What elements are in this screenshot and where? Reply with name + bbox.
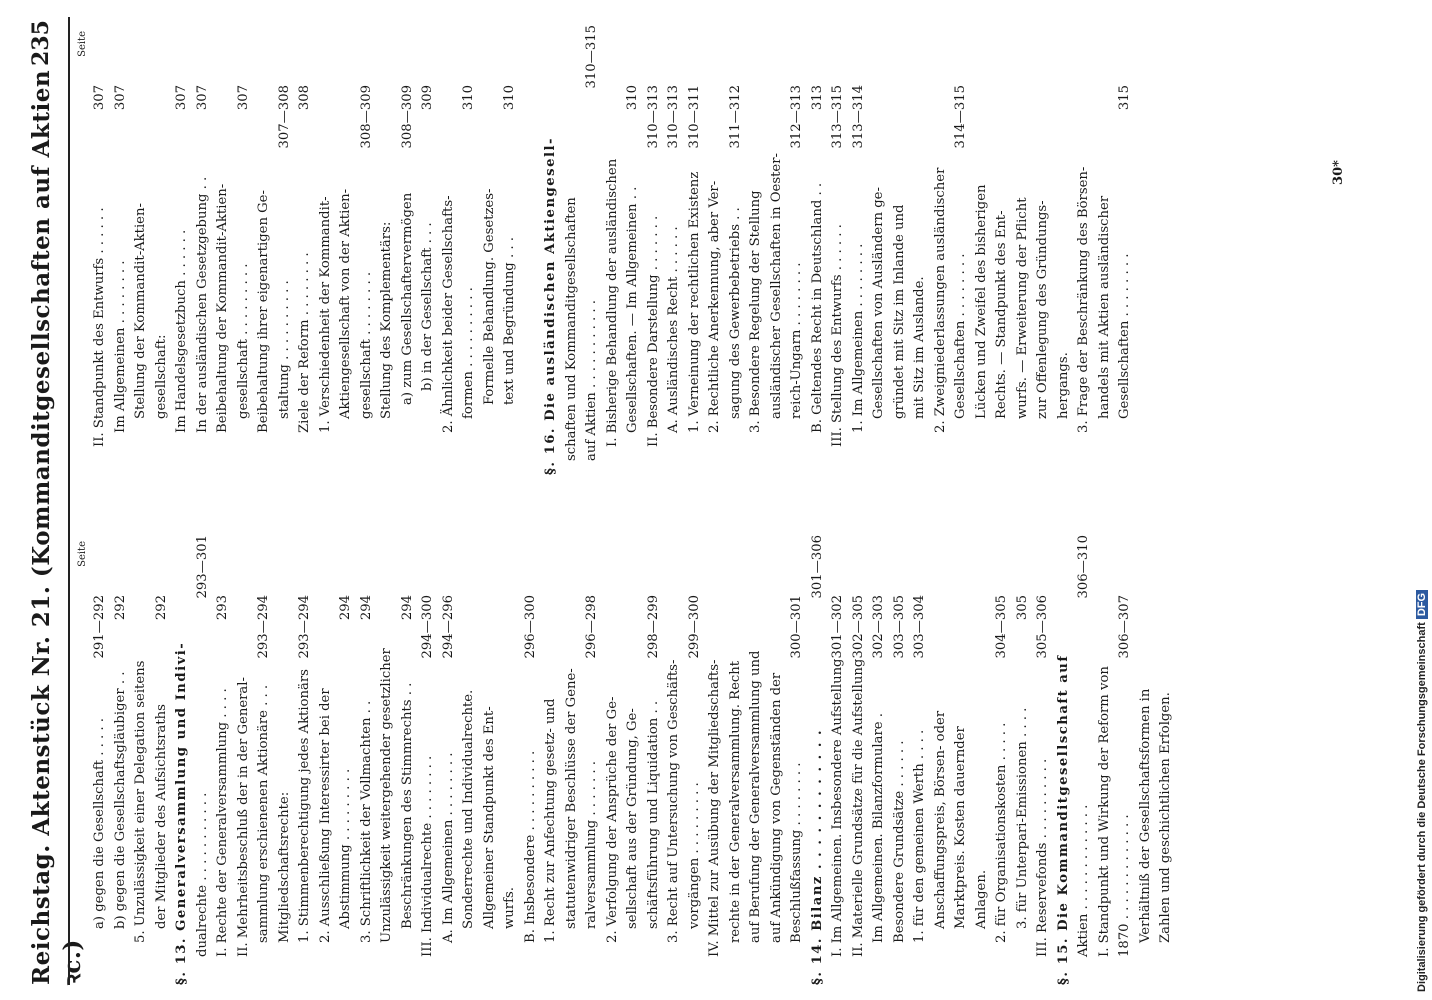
toc-entry xyxy=(849,535,870,985)
toc-entry xyxy=(234,535,255,985)
toc-entry xyxy=(1074,535,1095,985)
toc-entry-text: Gesellschaften von Ausländern ge- xyxy=(871,187,886,419)
toc-entry-text: vorgängen . . . . . . . . . xyxy=(686,782,702,929)
toc-entry-text: Aktien . . . . . . . . . . . . . xyxy=(1076,804,1091,957)
toc-entry xyxy=(828,25,849,475)
toc-entry-text: In der ausländischen Gesetzgebung . . xyxy=(194,176,210,433)
toc-entry xyxy=(664,535,685,985)
toc-entry-text: §. 16. Die ausländischen Aktiengesell- xyxy=(543,137,558,475)
toc-entry-page: 301—302 xyxy=(830,595,845,659)
toc-entry xyxy=(500,535,521,985)
toc-entry-text: II. Besondere Darstellung . . . . . . . xyxy=(645,215,661,447)
toc-entry xyxy=(398,535,419,985)
toc-entry xyxy=(808,535,829,985)
toc-entry xyxy=(459,535,480,985)
toc-entry-text: Lücken und Zweifel des bisherigen xyxy=(973,184,989,419)
toc-entry-text: Rechts. — Standpunkt des Ent- xyxy=(994,210,1009,419)
sidebar-caption: Digitalisierung gefördert durch die Deutsche Forschungsgemeinschaft xyxy=(1416,622,1428,992)
toc-entry-page: 307 xyxy=(194,85,210,111)
toc-entry xyxy=(828,535,849,985)
toc-entry xyxy=(500,25,521,475)
toc-entry-text: B. Insbesondere . . . . . . . . . . xyxy=(522,750,538,943)
toc-entry-text: Beibehaltung der Kommandit-Aktien- xyxy=(215,183,230,433)
toc-entry-text: formen . . . . . . . . . . xyxy=(461,287,476,419)
toc-entry xyxy=(910,535,931,985)
toc-entry-page: 313—314 xyxy=(850,85,866,149)
toc-entry-text: Ziele der Reform . . . . . . . . xyxy=(297,252,312,433)
running-title: Reichstag. Aktenstück Nr. 21. (Kommanditgesellschaften auf Aktien ꝛc.) xyxy=(28,69,86,985)
toc-entry xyxy=(890,25,911,475)
toc-entry-text: 3. Besondere Regelung der Stellung xyxy=(748,190,763,433)
toc-entry-page: 300—301 xyxy=(789,595,804,659)
seite-label: Seite xyxy=(77,541,88,567)
toc-entry xyxy=(931,25,952,475)
toc-entry xyxy=(767,535,788,985)
toc-entry xyxy=(357,25,378,475)
toc-entry xyxy=(685,535,706,985)
toc-entry xyxy=(992,25,1013,475)
toc-entry xyxy=(562,25,583,475)
toc-entry-text: Beibehaltung ihrer eigenartigen Ge- xyxy=(256,190,271,433)
toc-entry-text: auf Berufung der Generalversammlung und xyxy=(748,650,763,943)
toc-entry xyxy=(849,25,870,475)
toc-entry-text: zur Offenlegung des Gründungs- xyxy=(1035,200,1050,419)
toc-entry xyxy=(951,25,972,475)
toc-entry xyxy=(172,25,193,475)
toc-entry-text: Formelle Behandlung. Gesetzes- xyxy=(481,188,497,405)
toc-entry xyxy=(213,535,234,985)
toc-entry-text: Im Handelsgesetzbuch . . . . . . xyxy=(174,229,189,433)
toc-entry-text: III. Individualrechte . . . . . . . . xyxy=(420,755,435,957)
toc-entry xyxy=(726,535,747,985)
toc-entry-text: sagung des Gewerbebetriebs . . xyxy=(727,207,743,419)
toc-entry xyxy=(972,535,993,985)
toc-entry xyxy=(726,25,747,475)
toc-entry xyxy=(316,25,337,475)
toc-entry-text: Aktiengesellschaft von der Aktien- xyxy=(338,188,353,419)
toc-entry xyxy=(746,535,767,985)
toc-entry xyxy=(439,535,460,985)
toc-entry-page: 311—312 xyxy=(727,85,743,149)
toc-entry-text: Stellung der Kommandit-Aktien- xyxy=(133,203,148,419)
toc-entry xyxy=(480,535,501,985)
toc-entry-page: 314—315 xyxy=(953,85,968,149)
page-number: 235 xyxy=(28,20,54,66)
toc-entry-text: a) gegen die Gesellschaft . . . . . xyxy=(92,718,107,929)
toc-entry-page: 304—305 xyxy=(994,595,1009,659)
toc-entry-text: A. Im Allgemeinen . . . . . . . . xyxy=(440,752,456,943)
toc-entry-text: ralversammlung . . . . . . . xyxy=(584,761,599,929)
toc-entry xyxy=(131,535,152,985)
toc-entry-page: 308—309 xyxy=(399,85,415,149)
toc-section-page: 306—310 xyxy=(1076,535,1091,599)
toc-entry-text: II. Mehrheitsbeschluß der in der General- xyxy=(235,677,251,957)
toc-entry-page: 293 xyxy=(215,595,230,621)
toc-entry-text: 2. Verfolgung der Ansprüche der Ge- xyxy=(604,696,620,943)
toc-entry xyxy=(582,25,603,475)
toc-entry-page: 291—292 xyxy=(92,595,107,659)
toc-entry-page: 305 xyxy=(1014,595,1030,621)
toc-entry-text: 3. Schriftlichkeit der Vollmachten . . xyxy=(358,700,374,943)
toc-entry-page: 294—296 xyxy=(440,595,456,659)
toc-entry xyxy=(398,25,419,475)
seite-label: Seite xyxy=(77,31,88,57)
toc-entry-text: Beschlußfassung . . . . . . . . xyxy=(789,762,804,943)
toc-entry-page: 292 xyxy=(112,595,128,621)
toc-entry-text: 2. Ähnlichkeit beider Gesellschafts- xyxy=(440,195,456,433)
toc-entry xyxy=(992,535,1013,985)
toc-entry xyxy=(951,535,972,985)
toc-entry-page: 315 xyxy=(1117,85,1132,111)
toc-entry-text: I. Im Allgemeinen. Insbesondere Aufstellung xyxy=(830,658,845,957)
toc-entry-page: 309 xyxy=(420,85,435,111)
toc-entry xyxy=(931,535,952,985)
toc-entry xyxy=(336,535,357,985)
toc-entry xyxy=(1115,535,1136,985)
toc-entry-text: Gesellschaften . . . . . . . . xyxy=(953,253,968,419)
toc-entry-text: staltung . . . . . . . . . . xyxy=(276,280,292,419)
toc-entry-text: 1870 . . . . . . . . . . . . . xyxy=(1117,814,1132,957)
toc-entry-text: ausländischer Gesellschaften in Oester- xyxy=(768,153,784,419)
toc-entry xyxy=(1013,25,1034,475)
toc-entry-text: 3. Recht auf Untersuchung von Geschäfts- xyxy=(666,659,681,943)
toc-entry-text: 3. für Unterpari-Emissionen . . . . xyxy=(1014,707,1030,929)
toc-entry-page: 294 xyxy=(399,595,415,621)
toc-entry-page: 296—298 xyxy=(584,595,599,659)
toc-entry-page: 308 xyxy=(297,85,312,111)
toc-entry-text: Zahlen und geschichtlichen Erfolgen. xyxy=(1158,692,1173,943)
toc-entry xyxy=(193,25,214,475)
toc-entry-text: III. Stellung des Entwurfs . . . . . . xyxy=(830,224,845,447)
toc-entry-text: auf Aktien . . . . . . . . . . . xyxy=(584,300,599,461)
signature-mark: 30* xyxy=(1330,160,1346,185)
toc-entry-page: 313 xyxy=(809,85,825,111)
toc-entry-text: IV. Mittel zur Ausübung der Mitgliedschafts- xyxy=(707,659,722,957)
toc-entry-text: gesellschaft: xyxy=(153,334,169,419)
toc-entry xyxy=(869,25,890,475)
toc-entry-text: §. 15. Die Kommanditgesellschaft auf xyxy=(1055,654,1071,985)
toc-entry-page: 296—300 xyxy=(522,595,538,659)
toc-entry-text: mit Sitz im Auslande. xyxy=(912,276,927,419)
toc-entry-text: 2. Ausschließung Interessirter bei der xyxy=(317,688,333,943)
toc-entry-page: 292 xyxy=(153,595,169,621)
toc-entry-page: 307 xyxy=(235,85,251,111)
toc-entry xyxy=(685,25,706,475)
toc-entry-text: gründet mit Sitz im Inlande und xyxy=(891,204,907,419)
sidebar-text xyxy=(1416,590,1428,992)
toc-entry-page: 293—294 xyxy=(297,595,312,659)
toc-entry xyxy=(644,25,665,475)
toc-entry-text: Gesellschaften . . . . . . . . xyxy=(1117,253,1132,419)
toc-entry-page: 310 xyxy=(461,85,476,111)
toc-entry-page: 307—308 xyxy=(276,85,292,149)
toc-section-page: 301—306 xyxy=(809,535,825,599)
toc-entry xyxy=(295,535,316,985)
toc-entry xyxy=(90,25,111,475)
toc-entry-text: 1. Stimmenberechtigung jedes Aktionärs xyxy=(297,669,312,943)
toc-entry-text: rechte in der Generalversammlung. Recht xyxy=(727,660,743,943)
toc-entry xyxy=(152,535,173,985)
toc-entry xyxy=(644,535,665,985)
toc-entry-text: 1. Verneinung der rechtlichen Existenz xyxy=(686,171,702,433)
toc-entry xyxy=(459,25,480,475)
toc-entry-page: 306—307 xyxy=(1117,595,1132,659)
toc-entry xyxy=(603,25,624,475)
toc-entry xyxy=(90,535,111,985)
toc-entry xyxy=(623,25,644,475)
toc-entry-page: 305—306 xyxy=(1035,595,1050,659)
toc-entry xyxy=(111,25,132,475)
toc-entry xyxy=(480,25,501,475)
toc-entry xyxy=(1115,25,1136,475)
toc-entry-text: III. Reservefonds . . . . . . . . . . xyxy=(1035,758,1050,957)
toc-entry xyxy=(910,25,931,475)
toc-entry xyxy=(1156,535,1177,985)
toc-entry-text: Marktpreis. Kosten dauernder xyxy=(953,726,968,929)
digitization-sidebar xyxy=(1412,8,1432,992)
toc-entry xyxy=(377,535,398,985)
toc-entry-page: 310—311 xyxy=(686,85,702,149)
toc-entry-text: A. Ausländisches Recht . . . . . . xyxy=(666,226,681,433)
toc-entry-text: 1. für den gemeinen Werth . . . . xyxy=(912,729,927,943)
toc-entry xyxy=(418,25,439,475)
toc-entry-text: Im Allgemeinen . . . . . . . . xyxy=(112,260,128,433)
toc-entry xyxy=(275,535,296,985)
toc-entry-text: sammlung erschienenen Aktionäre . . . xyxy=(256,684,271,943)
toc-entry xyxy=(521,535,542,985)
toc-entry-page: 310 xyxy=(502,85,517,111)
toc-entry-text: b) in der Gesellschaft . . . xyxy=(420,222,435,391)
toc-entry xyxy=(664,25,685,475)
toc-entry-page: 303—305 xyxy=(891,595,907,659)
toc-entry-text: Im Allgemeinen. Bilanzformulare . xyxy=(871,713,886,943)
toc-entry xyxy=(972,25,993,475)
toc-entry xyxy=(1054,535,1075,985)
toc-entry xyxy=(541,25,562,475)
toc-entry xyxy=(623,535,644,985)
toc-entry-page: 303—304 xyxy=(912,595,927,659)
toc-entry-page: 310—313 xyxy=(645,85,661,149)
toc-entry-text: schaften und Kommanditgesellschaften xyxy=(563,197,579,461)
toc-entry xyxy=(1095,535,1116,985)
right-column xyxy=(76,25,1136,475)
toc-entry-page: 294 xyxy=(338,595,353,621)
toc-entry xyxy=(254,535,275,985)
toc-entry xyxy=(1033,25,1054,475)
toc-entry-text: 2. Zweigniederlassungen ausländischer xyxy=(932,167,948,433)
toc-entry-page: 310 xyxy=(625,85,640,111)
toc-entry-page: 302—305 xyxy=(850,595,866,659)
toc-entry-text: I. Bisherige Behandlung der ausländischen xyxy=(604,158,620,447)
toc-entry xyxy=(234,25,255,475)
toc-entry-page: 308—309 xyxy=(358,85,374,149)
dfg-logo: DFG xyxy=(1416,590,1428,619)
toc-entry xyxy=(808,25,829,475)
toc-entry-page: 313—315 xyxy=(830,85,845,149)
toc-entry xyxy=(1136,535,1157,985)
toc-entry xyxy=(890,535,911,985)
toc-entry-page: 294—300 xyxy=(420,595,435,659)
toc-entry-text: Sonderrechte und Individualrechte. xyxy=(461,689,476,929)
toc-entry xyxy=(295,25,316,475)
toc-entry xyxy=(418,535,439,985)
toc-entry-text: gesellschaft . . . . . . . . xyxy=(358,271,374,419)
toc-entry xyxy=(582,535,603,985)
toc-entry xyxy=(1013,535,1034,985)
rotated-page-body xyxy=(0,5,1395,995)
toc-entry xyxy=(131,25,152,475)
toc-entry-text: Gesellschaften. — Im Allgemeinen . . xyxy=(625,186,640,433)
toc-entry xyxy=(316,535,337,985)
toc-entry xyxy=(1033,535,1054,985)
toc-entry-text: Besondere Grundsätze . . . . . . xyxy=(891,740,907,943)
toc-entry-page: 294 xyxy=(358,595,374,621)
toc-entry-text: Unzulässigkeit weitergehender gesetzlicher xyxy=(379,648,394,943)
toc-entry xyxy=(603,535,624,985)
toc-entry-text: 1. Recht zur Anfechtung gesetz- und xyxy=(543,698,558,943)
toc-entry-text: text und Begründung . . . xyxy=(502,237,517,405)
toc-entry-text: 1. Verschiedenheit der Kommandit- xyxy=(317,196,333,433)
toc-entry xyxy=(172,535,193,985)
toc-entry xyxy=(439,25,460,475)
toc-entry-page: 299—300 xyxy=(686,595,702,659)
toc-entry-text: Abstimmung . . . . . . . . . xyxy=(338,768,353,929)
toc-entry-text: Allgemeiner Standpunkt des Ent- xyxy=(481,706,497,929)
header-rule xyxy=(68,17,70,985)
toc-entry-text: I. Standpunkt und Wirkung der Reform von xyxy=(1096,666,1112,957)
toc-entry-text: B. Geltendes Recht in Deutschland . . xyxy=(809,182,825,433)
toc-entry-text: Mitgliedschaftsrechte: xyxy=(276,791,292,943)
toc-entry xyxy=(787,535,808,985)
toc-entry-text: hergangs. xyxy=(1055,352,1071,419)
toc-entry-text: 2. für Organisationskosten . . . . . xyxy=(994,722,1009,943)
toc-entry-text: schäftsführung und Liquidation . . xyxy=(645,700,661,929)
toc-entry-text: handels mit Aktien ausländischer xyxy=(1096,195,1112,419)
toc-entry-page: 307 xyxy=(92,85,107,111)
toc-entry xyxy=(357,535,378,985)
toc-entry-page: 310—313 xyxy=(666,85,681,149)
toc-entry-page: 293—294 xyxy=(256,595,271,659)
toc-entry xyxy=(254,25,275,475)
toc-entry-page: 298—299 xyxy=(645,595,661,659)
toc-entry xyxy=(705,25,726,475)
toc-entry-text: Anlagen. xyxy=(973,869,989,929)
toc-entry xyxy=(1095,25,1116,475)
toc-entry-page: 312—313 xyxy=(789,85,804,149)
toc-entry-text: der Mitglieder des Aufsichtsraths xyxy=(153,704,169,929)
toc-entry xyxy=(541,535,562,985)
toc-entry-text: wurfs. xyxy=(502,887,517,929)
toc-section-page: 293—301 xyxy=(194,535,210,599)
toc-entry xyxy=(1054,25,1075,475)
toc-entry-text: auf Ankündigung von Gegenständen der xyxy=(768,672,784,943)
toc-entry-text: dualrechte . . . . . . . . . . . xyxy=(194,792,210,957)
toc-entry-text: sellschaft aus der Gründung, Ge- xyxy=(625,708,640,929)
toc-section-page: 310—315 xyxy=(584,25,599,89)
toc-entry-text: 3. Frage der Beschränkung des Börsen- xyxy=(1076,166,1091,433)
toc-entry xyxy=(869,535,890,985)
left-column xyxy=(76,535,1177,985)
toc-entry-text: Stellung des Komplementärs: xyxy=(379,221,394,419)
toc-entry xyxy=(787,25,808,475)
toc-entry-text: 5. Unzulässigkeit einer Delegation seitens xyxy=(133,660,148,943)
toc-entry-page: 307 xyxy=(112,85,128,111)
toc-entry-page: 302—303 xyxy=(871,595,886,659)
toc-entry-text: Anschaffungspreis, Börsen- oder xyxy=(932,710,948,929)
toc-entry xyxy=(111,535,132,985)
toc-entry xyxy=(746,25,767,475)
toc-entry-text: 1. Im Allgemeinen . . . . . . . . xyxy=(850,243,866,433)
toc-entry-text: 2. Rechtliche Anerkennung, aber Ver- xyxy=(707,180,722,433)
toc-entry-page: 307 xyxy=(174,85,189,111)
toc-entry-text: Verhältniß der Gesellschaftsformen in xyxy=(1137,688,1153,943)
toc-entry-text: statutenwidriger Beschlüsse der Gene- xyxy=(563,668,579,929)
toc-entry-text: a) zum Gesellschaftervermögen xyxy=(399,192,415,405)
toc-entry-text: II. Standpunkt des Entwurfs . . . . . . xyxy=(92,207,107,447)
toc-entry xyxy=(213,25,234,475)
toc-entry-text: wurfs. — Erweiterung der Pflicht xyxy=(1014,197,1030,419)
toc-entry-text: I. Rechte der Generalversammlung . . . . xyxy=(215,688,230,957)
toc-entry-text: gesellschaft . . . . . . . . . xyxy=(235,263,251,419)
toc-entry xyxy=(275,25,296,475)
toc-entry xyxy=(562,535,583,985)
toc-entry xyxy=(336,25,357,475)
toc-entry xyxy=(521,25,542,475)
toc-entry xyxy=(705,535,726,985)
toc-entry xyxy=(193,535,214,985)
toc-entry xyxy=(1074,25,1095,475)
toc-entry-text: Beschränkungen des Stimmrechts . . xyxy=(399,682,415,929)
toc-entry-text: §. 14. Bilanz . . . . . . . . . . . . xyxy=(809,728,825,985)
toc-entry xyxy=(152,25,173,475)
toc-entry xyxy=(377,25,398,475)
toc-entry xyxy=(767,25,788,475)
toc-entry-text: reich-Ungarn . . . . . . . . xyxy=(789,262,804,419)
toc-entry-text: §. 13. Generalversammlung und Indivi- xyxy=(174,641,189,985)
toc-entry-text: II. Materielle Grundsätze für die Aufstellung xyxy=(850,658,866,957)
toc-entry-text: b) gegen die Gesellschaftsgläubiger . . xyxy=(112,671,128,929)
